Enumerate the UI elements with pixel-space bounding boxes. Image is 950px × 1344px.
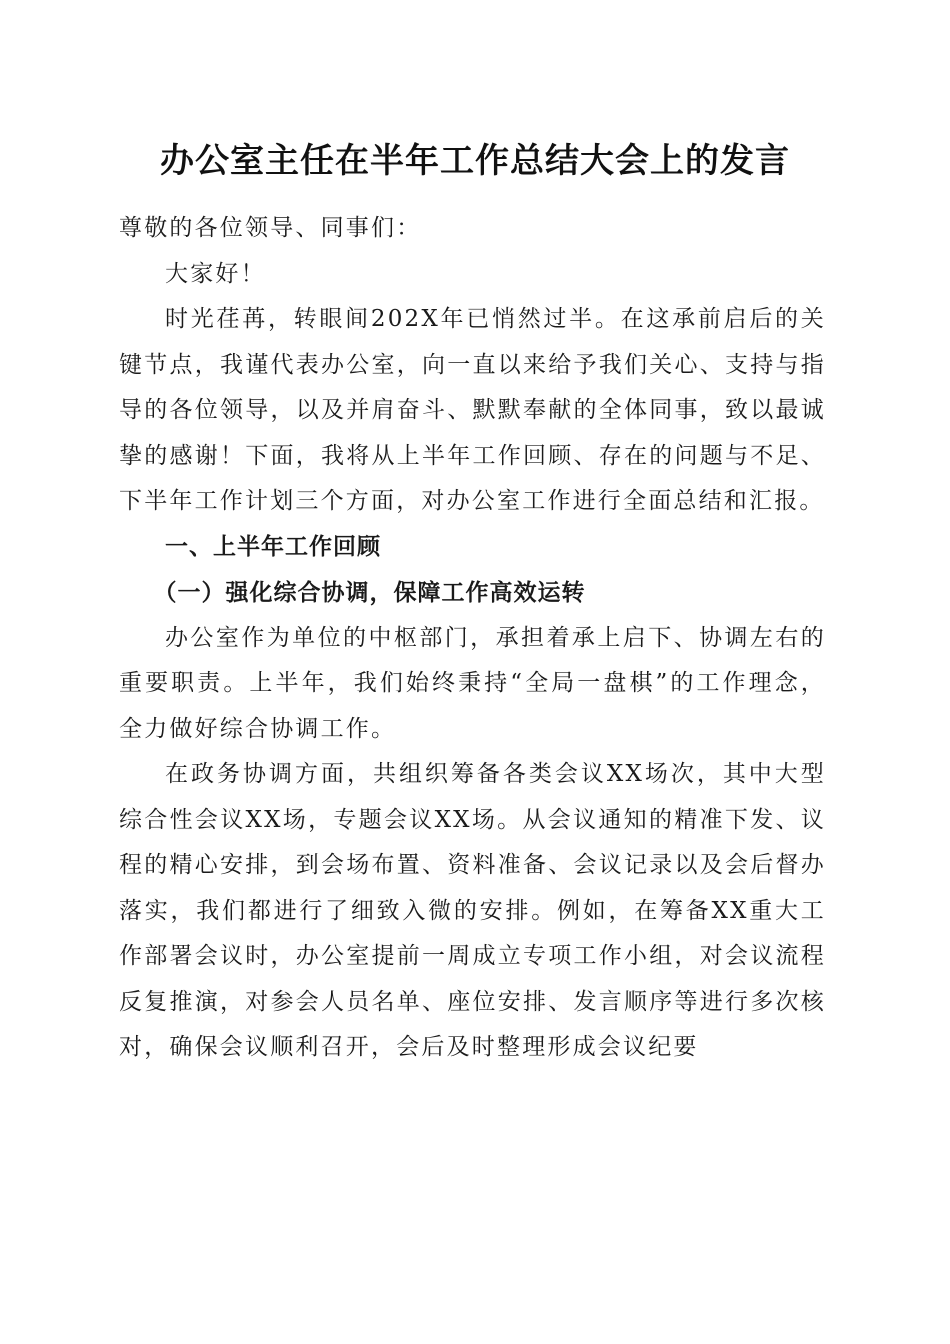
subsection-heading: （一）强化综合协调，保障工作高效运转 xyxy=(153,579,586,606)
greeting: 大家好！ xyxy=(165,260,266,287)
section-heading: 一、上半年工作回顾 xyxy=(165,533,381,560)
intro-paragraph: 时光荏苒，转眼间202X年已悄然过半。在这承前启后的关键节点，我谨代表办公室，向一直以来给予我们关心、支持与指导的各位领导，以及并肩奋斗、默默奉献的全体同事，致以最诚挚的感谢！下面，我将从上半年工作回顾、存在的问题与不足、下半年工作计划三个方面，对办公室工作进行全面总结和汇报。 xyxy=(119,306,826,514)
salutation: 尊敬的各位领导、同事们： xyxy=(119,215,422,241)
body-paragraph-2: 在政务协调方面，共组织筹备各类会议XX场次，其中大型综合性会议XX场，专题会议XX场。从会议通知的精准下发、议程的精心安排，到会场布置、资料准备、会议记录以及会后督办落实，我们都进行了细致入微的安排。例如，在筹备XX重大工作部署会议时，办公室提前一周成立专项工作小组，对会议流程反复推演，对参会人员名单、座位安排、发言顺序等进行多次核对，确保会议顺利召开，会后及时整理形成会议纪要 xyxy=(119,761,826,1060)
document-title: 办公室主任在半年工作总结大会上的发言 xyxy=(160,141,790,181)
document-body xyxy=(119,206,826,1071)
body-paragraph-1: 办公室作为单位的中枢部门，承担着承上启下、协调左右的重要职责。上半年，我们始终秉持“全局一盘棋”的工作理念，全力做好综合协调工作。 xyxy=(119,624,826,742)
